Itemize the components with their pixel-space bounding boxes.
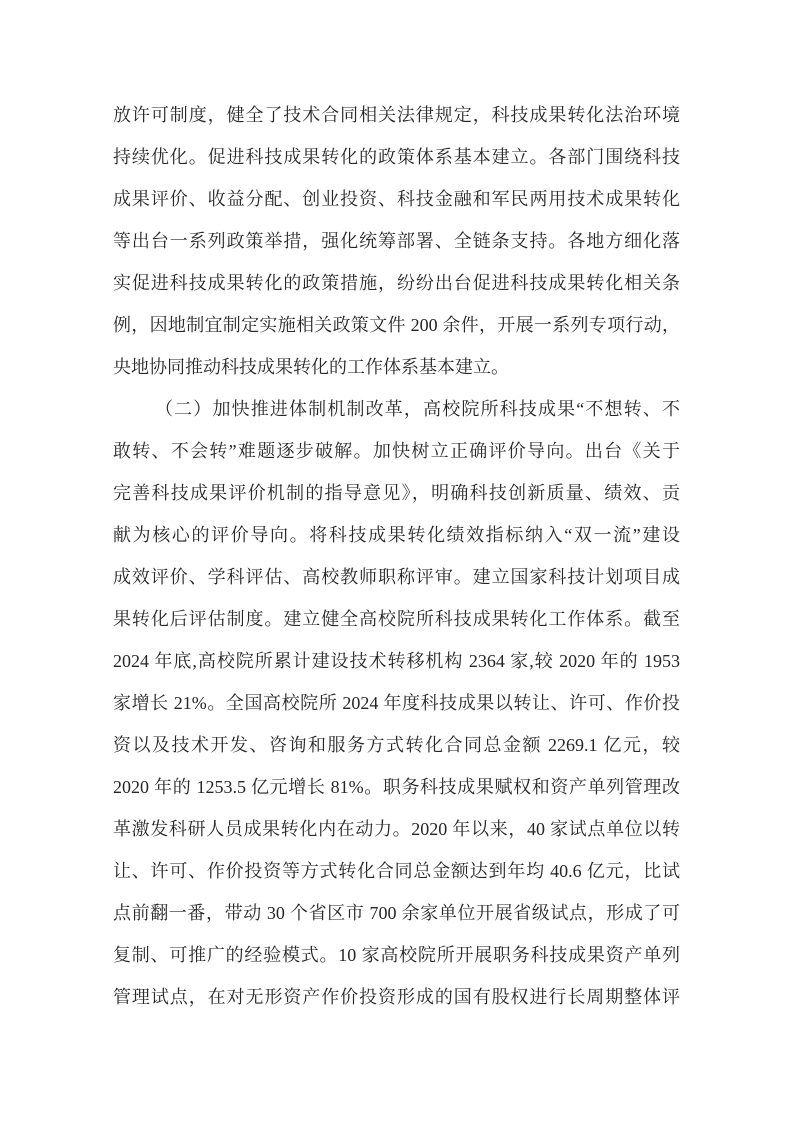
text-line: 央地协同推动科技成果转化的工作体系基本建立。 [113,357,509,377]
text-line: 持续优化。促进科技成果转化的政策体系基本建立。各部门围绕科技 [113,147,680,167]
text-line: 点前翻一番，带动 30 个省区市 700 余家单位开展省级试点，形成了可 [113,903,680,923]
text-line: 果转化后评估制度。建立健全高校院所科技成果转化工作体系。截至 [113,609,680,629]
text-line: 成果评价、收益分配、创业投资、科技金融和军民两用技术成果转化 [113,189,680,209]
text-line: 让、许可、作价投资等方式转化合同总金额达到年均 40.6 亿元，比试 [113,861,680,881]
text-line: 复制、可推广的经验模式。10 家高校院所开展职务科技成果资产单列 [113,945,680,965]
text-line: 管理试点，在对无形资产作价投资形成的国有股权进行长周期整体评 [113,987,680,1007]
text-line: 2024 年底,高校院所累计建设技术转移机构 2364 家,较 2020 年的 1953 [113,651,680,671]
document-body [113,94,680,1018]
text-line: 例，因地制宜制定实施相关政策文件 200 余件，开展一系列专项行动， [113,315,680,335]
text-line: 敢转、不会转”难题逐步破解。加快树立正确评价导向。出台《关于 [113,441,680,461]
text-line: 革激发科研人员成果转化内在动力。2020 年以来，40 家试点单位以转 [113,819,680,839]
text-line: 献为核心的评价导向。将科技成果转化绩效指标纳入“双一流”建设 [113,525,680,545]
text-line: 实促进科技成果转化的政策措施，纷纷出台促进科技成果转化相关条 [113,273,680,293]
text-line: 等出台一系列政策举措，强化统筹部署、全链条支持。各地方细化落 [113,231,680,251]
text-line: 资以及技术开发、咨询和服务方式转化合同总金额 2269.1 亿元，较 [113,735,680,755]
text-line: 2020 年的 1253.5 亿元增长 81%。职务科技成果赋权和资产单列管理改 [113,777,680,797]
text-line: 放许可制度，健全了技术合同相关法律规定，科技成果转化法治环境 [113,105,680,125]
text-line: 完善科技成果评价机制的指导意见》，明确科技创新质量、绩效、贡 [113,483,680,503]
text-line: 成效评价、学科评估、高校教师职称评审。建立国家科技计划项目成 [113,567,680,587]
text-line: （二）加快推进体制机制改革，高校院所科技成果“不想转、不 [155,399,680,419]
text-line: 家增长 21%。全国高校院所 2024 年度科技成果以转让、许可、作价投 [113,693,680,713]
